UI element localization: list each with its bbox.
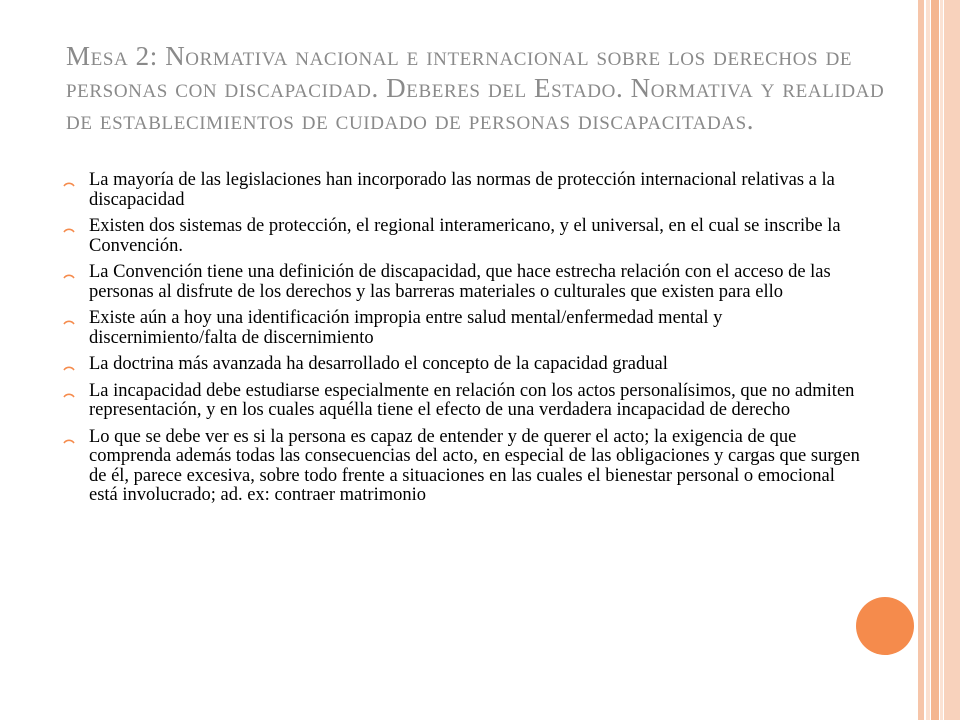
orange-arc-bullet-icon (62, 175, 76, 187)
bullet-text: La incapacidad debe estudiarse especialmente en relación con los actos personalísimos, que no admiten representación, y en los cuales aquélla tiene el efecto de una verdadera incapacidad de derecho (89, 380, 855, 420)
bullet-text: Lo que se debe ver es si la persona es capaz de entender y de querer el acto; la exigencia de que comprenda además todas las consecuencias del acto, en especial de las obligaciones y cargas que surgen de él, parece excesiva, sobre todo frente a situaciones en las cuales el bienestar personal o emocional está involucrado; ad. ex: contraer matrimonio (89, 426, 860, 505)
decorative-circle (856, 597, 914, 655)
orange-arc-bullet-icon (62, 267, 76, 279)
bullet-text: Existe aún a hoy una identificación impropia entre salud mental/enfermedad mental y discernimiento/falta de discernimiento (89, 308, 723, 348)
decorative-stripe (926, 0, 930, 720)
bullet-item (62, 171, 862, 210)
bullet-item (62, 382, 862, 421)
bullet-text: Existen dos sistemas de protección, el regional interamericano, y el universal, en el cual se inscribe la Convención. (89, 216, 841, 256)
bullet-list (62, 171, 862, 513)
orange-arc-bullet-icon (62, 432, 76, 444)
orange-arc-bullet-icon (62, 221, 76, 233)
orange-arc-bullet-icon (62, 313, 76, 325)
decorative-stripe (944, 0, 960, 720)
orange-arc-bullet-icon (62, 386, 76, 398)
bullet-item (62, 428, 862, 506)
bullet-text: La mayoría de las legislaciones han incorporado las normas de protección internacional relativas a la discapacidad (89, 170, 835, 210)
slide-title: Mesa 2: Normativa nacional e internacional sobre los derechos de personas con discapacidad. Deberes del Estado. Normativa y realidad de establecimientos de cuidado de personas discapacitadas. (66, 41, 885, 135)
bullet-text: La Convención tiene una definición de discapacidad, que hace estrecha relación con el acceso de las personas al disfrute de los derechos y las barreras materiales o culturales que existen para ello (89, 262, 831, 302)
bullet-item (62, 355, 862, 375)
decorative-stripe (931, 0, 939, 720)
bullet-item (62, 309, 862, 348)
bullet-item (62, 263, 862, 302)
decorative-stripe (940, 0, 943, 720)
bullet-item (62, 217, 862, 256)
bullet-text: La doctrina más avanzada ha desarrollado el concepto de la capacidad gradual (89, 354, 668, 374)
decorative-stripe (918, 0, 924, 720)
orange-arc-bullet-icon (62, 359, 76, 371)
